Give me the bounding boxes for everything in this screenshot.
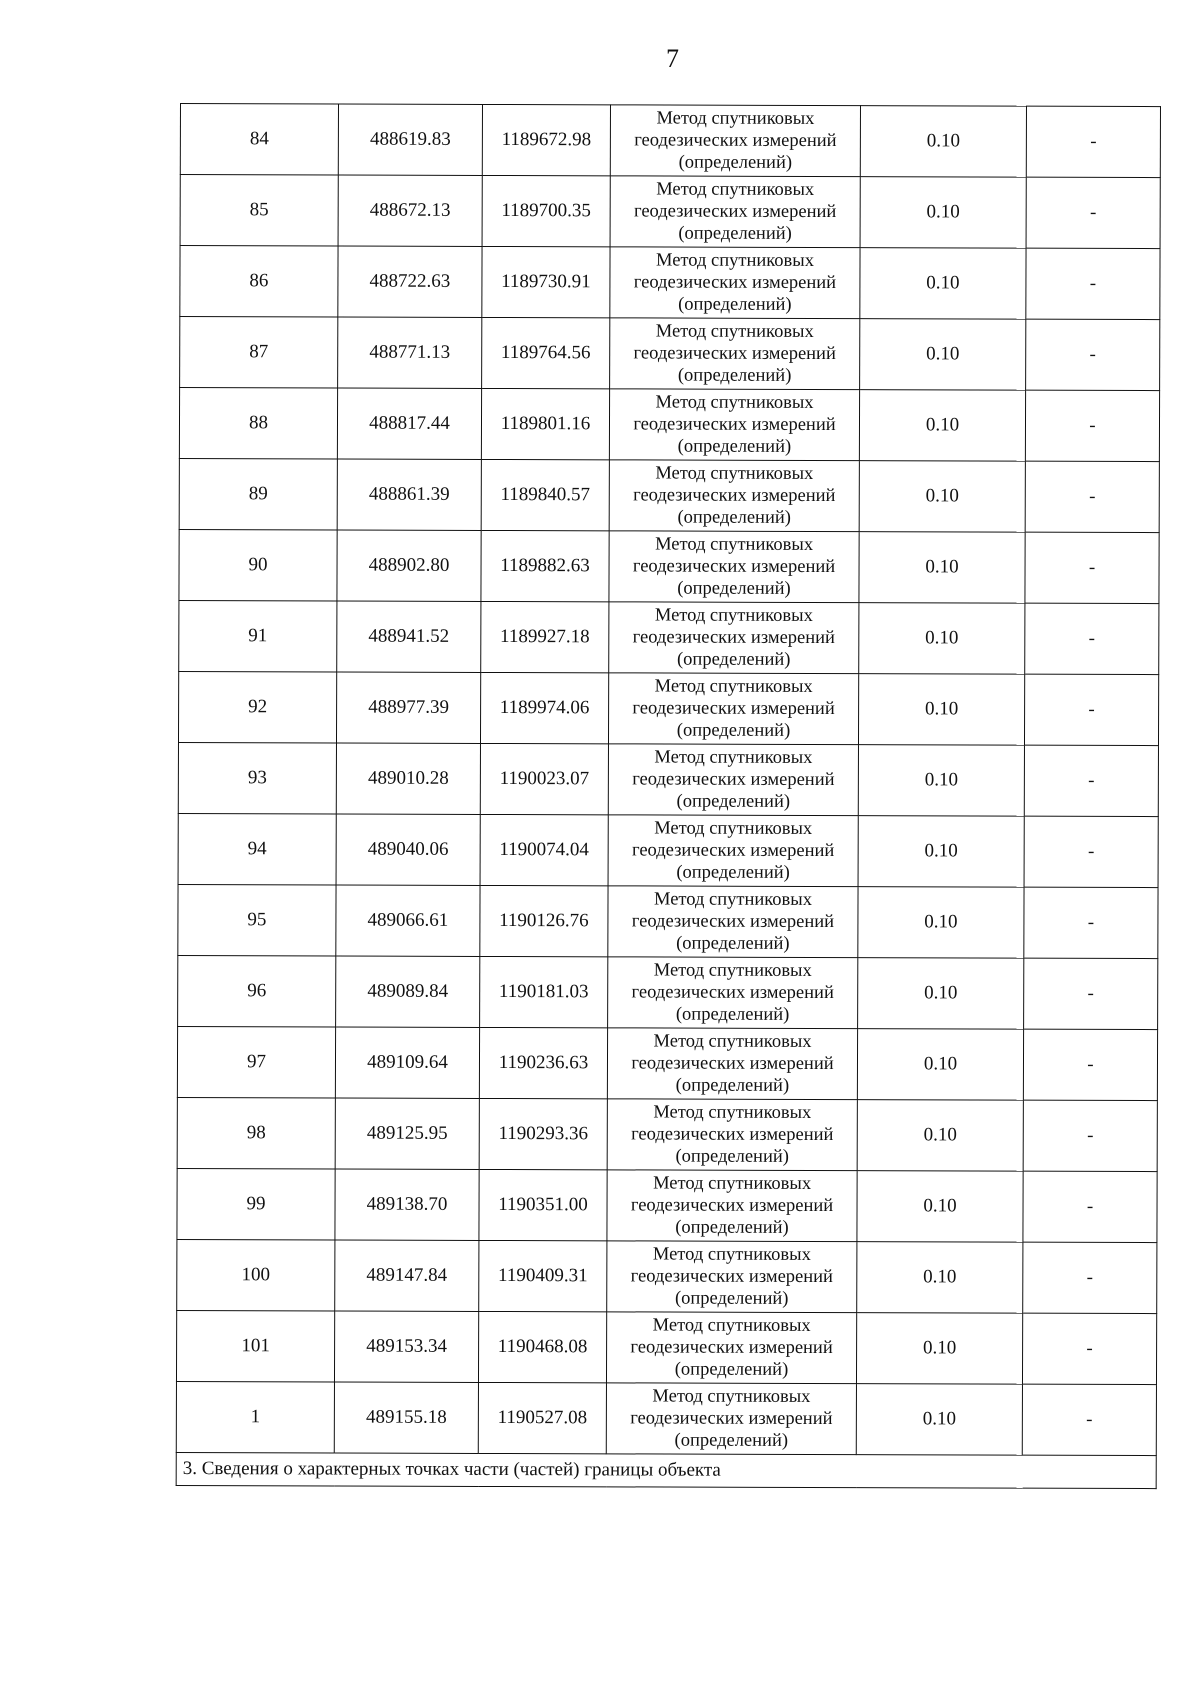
table-row: [177, 1097, 1157, 1171]
description-cell: -: [1023, 1171, 1157, 1242]
table-row: [178, 955, 1158, 1029]
accuracy-cell: 0.10: [859, 603, 1025, 675]
accuracy-cell: 0.10: [857, 1029, 1023, 1101]
description-cell: -: [1023, 1242, 1157, 1313]
coordinates-table: [176, 103, 1161, 1489]
point-number-cell: 90: [179, 529, 337, 600]
method-cell: Метод спутниковых геодезических измерений (определений): [608, 815, 858, 887]
table-row: [178, 884, 1158, 958]
method-cell: Метод спутниковых геодезических измерений (определений): [610, 318, 860, 390]
y-coordinate-cell: 1189672.98: [482, 104, 610, 175]
table-row: [177, 1239, 1157, 1313]
accuracy-cell: 0.10: [856, 1384, 1022, 1456]
x-coordinate-cell: 489147.84: [335, 1240, 479, 1311]
x-coordinate-cell: 488941.52: [337, 601, 481, 672]
method-cell: Метод спутниковых геодезических измерений (определений): [609, 460, 859, 532]
y-coordinate-cell: 1190074.04: [480, 814, 608, 885]
method-cell: Метод спутниковых геодезических измерений (определений): [608, 886, 858, 958]
accuracy-cell: 0.10: [858, 958, 1024, 1030]
point-number-cell: 91: [179, 600, 337, 671]
accuracy-cell: 0.10: [858, 816, 1024, 888]
accuracy-cell: 0.10: [858, 745, 1024, 817]
x-coordinate-cell: 489089.84: [336, 956, 480, 1027]
description-cell: -: [1024, 887, 1158, 958]
x-coordinate-cell: 488902.80: [337, 530, 481, 601]
x-coordinate-cell: 489153.34: [334, 1311, 478, 1382]
accuracy-cell: 0.10: [859, 532, 1025, 604]
method-cell: Метод спутниковых геодезических измерений (определений): [606, 1383, 856, 1455]
table-row: [176, 1310, 1156, 1384]
point-number-cell: 89: [179, 458, 337, 529]
x-coordinate-cell: 489109.64: [335, 1027, 479, 1098]
point-number-cell: 96: [178, 955, 336, 1026]
method-cell: Метод спутниковых геодезических измерений (определений): [608, 744, 858, 816]
description-cell: -: [1024, 745, 1158, 816]
y-coordinate-cell: 1190126.76: [480, 885, 608, 956]
description-cell: -: [1022, 1313, 1156, 1384]
point-number-cell: 87: [180, 317, 338, 388]
point-number-cell: 92: [178, 671, 336, 742]
point-number-cell: 101: [176, 1310, 334, 1381]
description-cell: -: [1024, 816, 1158, 887]
y-coordinate-cell: 1189700.35: [482, 175, 610, 246]
method-cell: Метод спутниковых геодезических измерений (определений): [607, 1241, 857, 1313]
method-cell: Метод спутниковых геодезических измерений (определений): [608, 957, 858, 1029]
table-row: [176, 1381, 1156, 1455]
accuracy-cell: 0.10: [860, 177, 1026, 249]
table-row: [180, 104, 1160, 178]
method-cell: Метод спутниковых геодезических измерений (определений): [607, 1028, 857, 1100]
method-cell: Метод спутниковых геодезических измерений (определений): [609, 531, 859, 603]
description-cell: -: [1026, 319, 1160, 390]
x-coordinate-cell: 488619.83: [338, 104, 482, 175]
description-cell: -: [1023, 1029, 1157, 1100]
y-coordinate-cell: 1190468.08: [478, 1311, 606, 1382]
point-number-cell: 1: [176, 1381, 334, 1452]
point-number-cell: 98: [177, 1097, 335, 1168]
method-cell: Метод спутниковых геодезических измерений (определений): [609, 389, 859, 461]
accuracy-cell: 0.10: [856, 1313, 1022, 1385]
accuracy-cell: 0.10: [857, 1171, 1023, 1243]
accuracy-cell: 0.10: [860, 319, 1026, 391]
y-coordinate-cell: 1190023.07: [480, 743, 608, 814]
accuracy-cell: 0.10: [857, 1100, 1023, 1172]
description-cell: -: [1022, 1384, 1156, 1455]
x-coordinate-cell: 488817.44: [337, 388, 481, 459]
table-row: [180, 175, 1160, 249]
point-number-cell: 99: [177, 1168, 335, 1239]
method-cell: Метод спутниковых геодезических измерений (определений): [607, 1170, 857, 1242]
description-cell: -: [1026, 248, 1160, 319]
point-number-cell: 85: [180, 175, 338, 246]
y-coordinate-cell: 1189927.18: [481, 601, 609, 672]
method-cell: Метод спутниковых геодезических измерений (определений): [610, 176, 860, 248]
y-coordinate-cell: 1189974.06: [480, 672, 608, 743]
x-coordinate-cell: 488861.39: [337, 459, 481, 530]
description-cell: -: [1025, 603, 1159, 674]
x-coordinate-cell: 488672.13: [338, 175, 482, 246]
y-coordinate-cell: 1190409.31: [479, 1240, 607, 1311]
table-row: [179, 458, 1159, 532]
point-number-cell: 86: [180, 246, 338, 317]
x-coordinate-cell: 489138.70: [335, 1169, 479, 1240]
method-cell: Метод спутниковых геодезических измерений (определений): [608, 673, 858, 745]
description-cell: -: [1026, 106, 1160, 177]
method-cell: Метод спутниковых геодезических измерений (определений): [606, 1312, 856, 1384]
accuracy-cell: 0.10: [860, 248, 1026, 320]
point-number-cell: 84: [180, 104, 338, 175]
description-cell: -: [1023, 1100, 1157, 1171]
x-coordinate-cell: 489155.18: [334, 1382, 478, 1453]
point-number-cell: 88: [179, 388, 337, 459]
point-number-cell: 95: [178, 884, 336, 955]
accuracy-cell: 0.10: [859, 390, 1025, 462]
y-coordinate-cell: 1189840.57: [481, 459, 609, 530]
y-coordinate-cell: 1189764.56: [482, 317, 610, 388]
x-coordinate-cell: 488771.13: [338, 317, 482, 388]
y-coordinate-cell: 1189730.91: [482, 246, 610, 317]
table-row: [179, 529, 1159, 603]
y-coordinate-cell: 1189882.63: [481, 530, 609, 601]
method-cell: Метод спутниковых геодезических измерений (определений): [610, 105, 860, 177]
description-cell: -: [1026, 177, 1160, 248]
accuracy-cell: 0.10: [858, 674, 1024, 746]
table-row: [179, 600, 1159, 674]
x-coordinate-cell: 489066.61: [336, 885, 480, 956]
accuracy-cell: 0.10: [857, 1242, 1023, 1314]
description-cell: -: [1025, 532, 1159, 603]
method-cell: Метод спутниковых геодезических измерений (определений): [610, 247, 860, 319]
coordinates-table-body: [176, 104, 1160, 1489]
y-coordinate-cell: 1190293.36: [479, 1098, 607, 1169]
section-title: 3. Сведения о характерных точках части (частей) границы объекта: [176, 1452, 1156, 1488]
accuracy-cell: 0.10: [859, 461, 1025, 533]
point-number-cell: 97: [177, 1026, 335, 1097]
table-row: [178, 742, 1158, 816]
x-coordinate-cell: 488722.63: [338, 246, 482, 317]
y-coordinate-cell: 1190351.00: [479, 1169, 607, 1240]
accuracy-cell: 0.10: [858, 887, 1024, 959]
y-coordinate-cell: 1190181.03: [480, 956, 608, 1027]
table-row: [178, 813, 1158, 887]
x-coordinate-cell: 489125.95: [335, 1098, 479, 1169]
table-row: [180, 317, 1160, 391]
method-cell: Метод спутниковых геодезических измерений (определений): [607, 1099, 857, 1171]
point-number-cell: 94: [178, 813, 336, 884]
accuracy-cell: 0.10: [860, 106, 1026, 178]
table-row: [177, 1026, 1157, 1100]
description-cell: -: [1025, 390, 1159, 461]
y-coordinate-cell: 1190236.63: [479, 1027, 607, 1098]
y-coordinate-cell: 1190527.08: [478, 1382, 606, 1453]
description-cell: -: [1024, 958, 1158, 1029]
section-row: [176, 1452, 1156, 1488]
table-row: [179, 388, 1159, 462]
description-cell: -: [1024, 674, 1158, 745]
table-row: [177, 1168, 1157, 1242]
table-row: [178, 671, 1158, 745]
x-coordinate-cell: 489010.28: [336, 743, 480, 814]
y-coordinate-cell: 1189801.16: [481, 388, 609, 459]
description-cell: -: [1025, 461, 1159, 532]
x-coordinate-cell: 488977.39: [336, 672, 480, 743]
table-row: [180, 246, 1160, 320]
point-number-cell: 93: [178, 742, 336, 813]
x-coordinate-cell: 489040.06: [336, 814, 480, 885]
page-number: 7: [666, 44, 679, 73]
method-cell: Метод спутниковых геодезических измерений (определений): [609, 602, 859, 674]
point-number-cell: 100: [177, 1239, 335, 1310]
